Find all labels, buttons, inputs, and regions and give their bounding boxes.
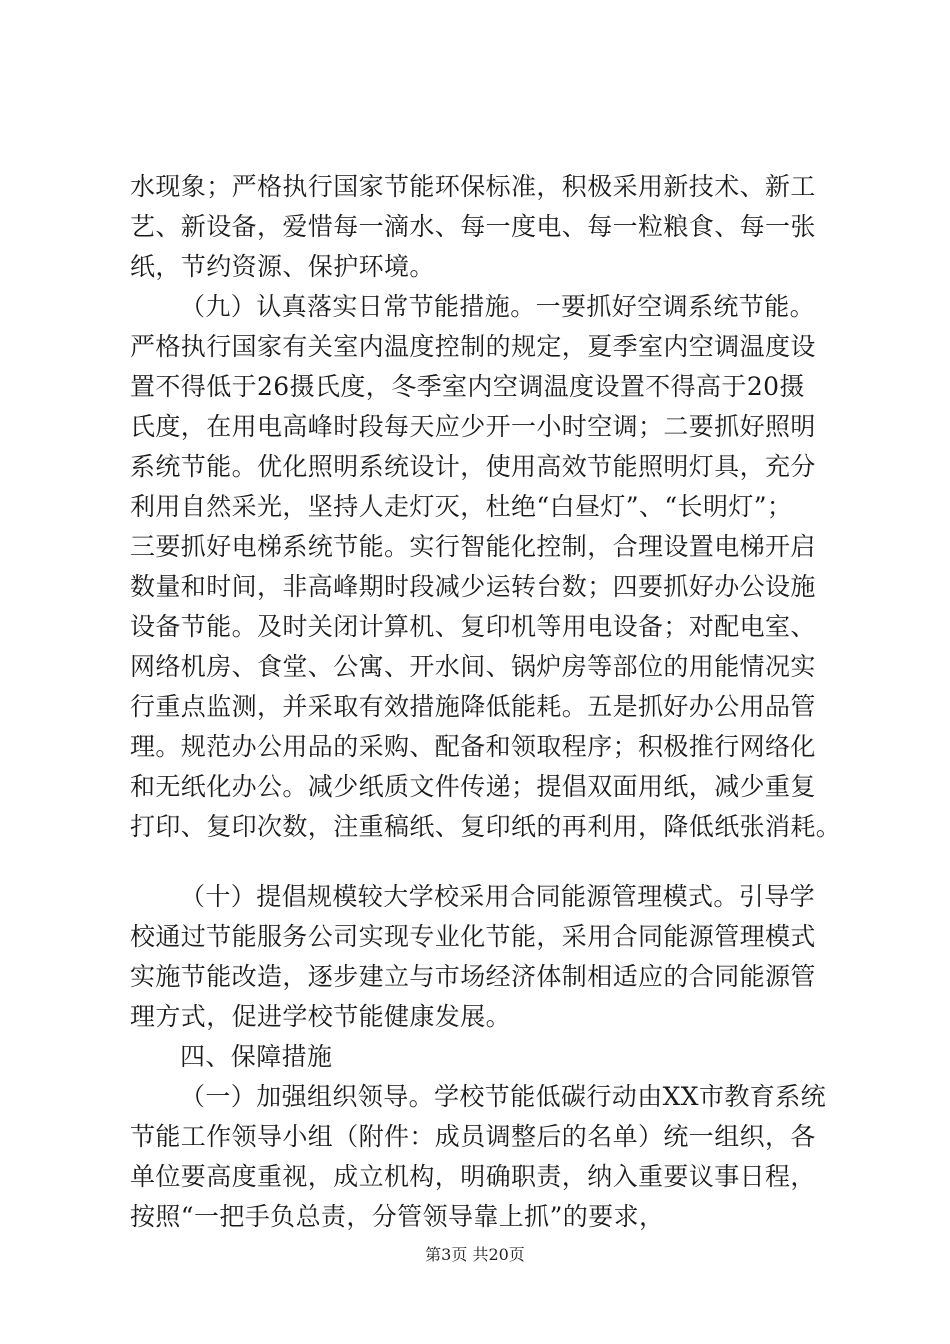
text-line: 打印、复印次数，注重稿纸、复印纸的再利用，降低纸张消耗。 xyxy=(130,812,842,841)
paragraph-heading: （一）加强组织领导。学校节能低碳行动由XX市教育系统 xyxy=(180,1082,826,1111)
text-line: 按照“一把手负总责，分管领导靠上抓”的要求， xyxy=(130,1202,665,1231)
text-line: 数量和时间，非高峰期时段减少运转台数；四要抓好办公设施 xyxy=(130,572,816,601)
paragraph-heading: （十）提倡规模较大学校采用合同能源管理模式。引导学 xyxy=(180,882,816,911)
text-line: 氏度，在用电高峰时段每天应少开一小时空调；二要抓好照明 xyxy=(130,412,816,441)
text-line: 系统节能。优化照明系统设计，使用高效节能照明灯具，充分 xyxy=(130,452,816,481)
text-line: 网络机房、食堂、公寓、开水间、锅炉房等部位的用能情况实 xyxy=(130,652,816,681)
paragraph-heading: （九）认真落实日常节能措施。一要抓好空调系统节能。 xyxy=(180,292,816,321)
text-line: 置不得低于26摄氏度，冬季室内空调温度设置不得高于20摄 xyxy=(130,372,805,401)
page-footer: 第3页 共20页 xyxy=(425,1245,525,1264)
text-line: 纸，节约资源、保护环境。 xyxy=(130,252,435,281)
text-line: 设备节能。及时关闭计算机、复印机等用电设备；对配电室、 xyxy=(130,612,816,641)
section-heading: 四、保障措施 xyxy=(180,1042,333,1071)
text-line: 实施节能改造，逐步建立与市场经济体制相适应的合同能源管 xyxy=(130,962,816,991)
text-line: 和无纸化办公。减少纸质文件传递；提倡双面用纸，减少重复 xyxy=(130,772,816,801)
text-line: 水现象；严格执行国家节能环保标准，积极采用新技术、新工 xyxy=(130,172,816,201)
text-line: 理。规范办公用品的采购、配备和领取程序；积极推行网络化 xyxy=(130,732,816,761)
text-line: 利用自然采光，坚持人走灯灭，杜绝“白昼灯”、“长明灯”； xyxy=(130,492,793,521)
text-line: 节能工作领导小组（附件：成员调整后的名单）统一组织，各 xyxy=(130,1122,816,1151)
text-line: 艺、新设备，爱惜每一滴水、每一度电、每一粒粮食、每一张 xyxy=(130,212,816,241)
text-line: 三要抓好电梯系统节能。实行智能化控制，合理设置电梯开启 xyxy=(130,532,816,561)
text-line: 严格执行国家有关室内温度控制的规定，夏季室内空调温度设 xyxy=(130,332,816,361)
text-line: 校通过节能服务公司实现专业化节能，采用合同能源管理模式 xyxy=(130,922,816,951)
text-line: 行重点监测，并采取有效措施降低能耗。五是抓好办公用品管 xyxy=(130,692,816,721)
text-line: 单位要高度重视，成立机构，明确职责，纳入重要议事日程， xyxy=(130,1162,816,1191)
text-line: 理方式，促进学校节能健康发展。 xyxy=(130,1002,512,1031)
